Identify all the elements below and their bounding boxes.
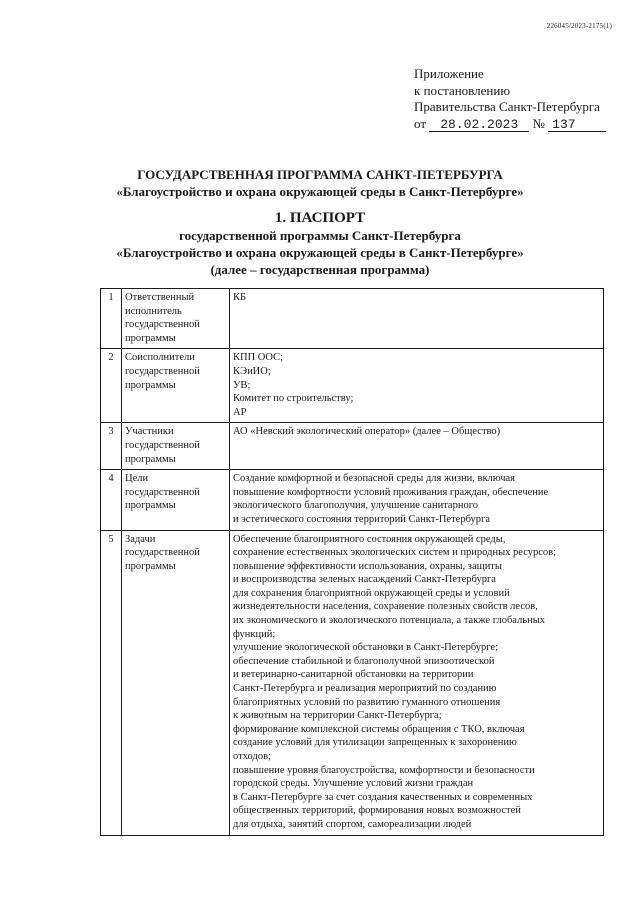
row-value-line: КЭиИО; <box>233 365 271 377</box>
row-value-line: и ветеринарно-санитарной обстановки на территории <box>233 669 474 681</box>
row-label <box>122 530 230 835</box>
row-value-line: Комитет по строительству; <box>233 393 354 405</box>
row-value-line: формирование комплексной системы обращения с ТКО, включая <box>233 723 525 735</box>
row-value-line: общественных территорий, формирования новых возможностей <box>233 805 521 817</box>
resolution-date: 28.02.2023 <box>429 119 529 132</box>
row-value-line: улучшение экологической обстановки в Санкт-Петербурге; <box>233 642 499 654</box>
appendix-line-3: Правительства Санкт-Петербурга <box>414 99 600 114</box>
appendix-date-line <box>414 116 606 133</box>
row-label-line: Участники <box>125 426 174 438</box>
document-id: 226045/2023-2175(1) <box>546 22 612 30</box>
row-label-line: исполнитель <box>125 305 182 317</box>
passport-title-line-3: «Благоустройство и охрана окружающей среды в Санкт-Петербурге» <box>116 245 524 260</box>
row-value-line: благоприятных условий по развитию гуманного отношения <box>233 696 501 708</box>
row-label-line: государственной <box>125 486 200 498</box>
table-row <box>101 470 604 530</box>
row-value-line: для отдыха, занятий спортом, самореализации людей <box>233 818 472 830</box>
appendix-block <box>414 66 606 132</box>
row-label-line: программы <box>125 500 176 512</box>
table-row <box>101 423 604 470</box>
row-value <box>230 423 604 470</box>
row-number: 2 <box>101 349 122 423</box>
row-value-line: Обеспечение благоприятного состояния окружающей среды, <box>233 533 506 545</box>
row-label-line: государственной <box>125 439 200 451</box>
passport-title-line-4: (далее – государственная программа) <box>210 262 430 277</box>
row-label-line: Задачи <box>125 533 156 545</box>
row-number: 3 <box>101 423 122 470</box>
row-number: 5 <box>101 530 122 835</box>
passport-table <box>100 288 604 836</box>
row-value-line: обеспечение стабильной и благополучной эпизоотической <box>233 655 495 667</box>
row-value <box>230 349 604 423</box>
program-title-line-2: «Благоустройство и охрана окружающей среды в Санкт-Петербурге» <box>116 184 524 199</box>
row-value-line: АО «Невский экологический оператор» (далее – Общество) <box>233 426 501 438</box>
table-row <box>101 530 604 835</box>
row-value-line: повышение эффективности использования, охраны, защиты <box>233 560 502 572</box>
row-number: 1 <box>101 289 122 349</box>
row-value-line: отходов; <box>233 751 271 762</box>
row-value-line: УВ; <box>233 379 251 391</box>
row-label-line: программы <box>125 453 176 465</box>
row-label <box>122 349 230 423</box>
row-value <box>230 289 604 349</box>
row-value-line: функций; <box>233 628 276 640</box>
table-row <box>101 289 604 349</box>
passport-title <box>0 210 640 278</box>
row-value-line: жизнедеятельности населения, сохранение полезных свойств лесов, <box>233 601 538 613</box>
row-label-line: Соисполнители <box>125 352 195 364</box>
program-title-line-1: ГОСУДАРСТВЕННАЯ ПРОГРАММА САНКТ-ПЕТЕРБУРГА <box>137 167 503 182</box>
resolution-number: 137 <box>548 119 606 132</box>
passport-heading: 1. ПАСПОРТ <box>274 210 366 226</box>
from-label: от <box>414 115 427 131</box>
row-value-line: и воспроизводства зеленых насаждений Санкт-Петербурга <box>233 574 496 586</box>
row-value-line: городской среды. Улучшение условий жизни граждан <box>233 778 474 790</box>
row-label <box>122 423 230 470</box>
row-value <box>230 470 604 530</box>
row-label-line: государственной <box>125 547 200 559</box>
passport-title-line-2: государственной программы Санкт-Петербурга <box>179 228 461 243</box>
row-value-line: КБ <box>233 292 247 303</box>
row-label-line: программы <box>125 560 176 572</box>
row-label <box>122 470 230 530</box>
row-value-line: Санкт-Петербурга и реализация мероприятий по созданию <box>233 683 497 695</box>
row-value-line: создание условий для утилизации запрещенных к захоронению <box>233 737 517 749</box>
row-label-line: Цели <box>125 473 149 485</box>
row-label-line: программы <box>125 332 176 344</box>
row-value-line: Создание комфортной и безопасной среды для жизни, включая <box>233 473 516 485</box>
row-value-line: их экономического и экологического потенциала, а также глобальных <box>233 615 546 627</box>
row-value <box>230 530 604 835</box>
row-value-line: КПП ООС; <box>233 352 284 364</box>
row-value-line: для сохранения благоприятной окружающей среды и условий <box>233 587 510 599</box>
row-value-line: сохранение естественных экологических систем и природных ресурсов; <box>233 547 556 559</box>
row-value-line: повышение уровня благоустройства, комфортности и безопасности <box>233 764 535 776</box>
row-value-line: и эстетического состояния территорий Санкт-Петербурга <box>233 513 490 525</box>
row-label-line: программы <box>125 379 176 391</box>
row-value-line: АР <box>233 406 247 418</box>
row-label-line: государственной <box>125 365 200 377</box>
row-label-line: государственной <box>125 319 200 331</box>
appendix-line-2: к постановлению <box>414 82 511 98</box>
program-title <box>0 166 640 200</box>
row-value-line: повышение комфортности условий проживания граждан, обеспечение <box>233 486 549 498</box>
row-number: 4 <box>101 470 122 530</box>
table-row <box>101 349 604 423</box>
appendix-line-1: Приложение <box>414 66 484 81</box>
row-value-line: экологического благополучия, улучшение санитарного <box>233 500 478 512</box>
row-label <box>122 289 230 349</box>
row-value-line: в Санкт-Петербурге за счет создания качественных и современных <box>233 791 533 803</box>
number-label: № <box>532 115 545 131</box>
row-label-line: Ответственный <box>125 292 195 303</box>
row-value-line: к животным на территории Санкт-Петербурга; <box>233 710 442 722</box>
